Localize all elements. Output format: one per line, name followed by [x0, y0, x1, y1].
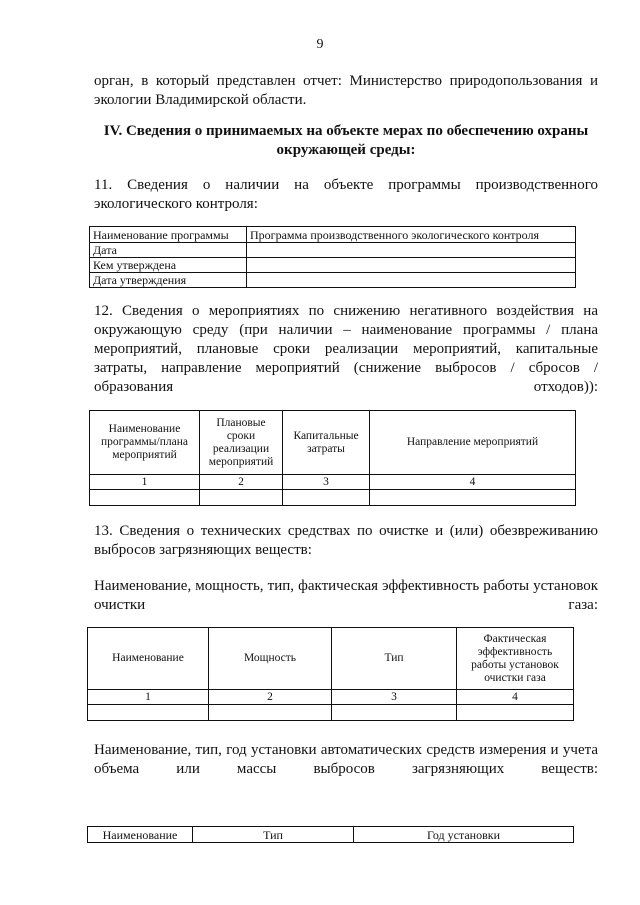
meter-header-name: Наименование [88, 827, 193, 843]
measures-empty-cell [90, 490, 200, 506]
approval-date-label: Дата утверждения [90, 273, 247, 288]
gas-col-number: 2 [209, 690, 332, 705]
measures-empty-cell [370, 490, 576, 506]
measures-header-direction: Направление мероприятий [370, 411, 576, 475]
metering-paragraph: Наименование, тип, год установки автоматических средств измерения и учета объема или массы выбросов загрязняющих веществ: [94, 742, 598, 777]
measures-col-number: 2 [200, 475, 283, 490]
gas-cleaning-table [87, 627, 574, 721]
gas-col-number: 3 [332, 690, 457, 705]
page-number: 9 [316, 37, 324, 52]
measures-header-name: Наименование программы/плана мероприятий [90, 411, 200, 475]
gas-header-type: Тип [332, 628, 457, 690]
meter-header-year: Год установки [354, 827, 574, 843]
program-name-value: Программа производственного экологического контроля [247, 227, 576, 243]
date-label: Дата [90, 243, 247, 258]
program-name-header: Наименование программы [90, 227, 247, 243]
measures-col-number: 4 [370, 475, 576, 490]
gas-header-efficiency: Фактическая эффективность работы установок очистки газа [457, 628, 574, 690]
date-value [247, 243, 576, 258]
gas-empty-cell [332, 705, 457, 721]
gas-col-number: 4 [457, 690, 574, 705]
approved-by-value [247, 258, 576, 273]
measures-empty-cell [200, 490, 283, 506]
gas-col-number: 1 [88, 690, 209, 705]
section-heading: IV. Сведения о принимаемых на объекте мерах по обеспечению охраны окружающей среды: [103, 123, 589, 158]
meter-header-type: Тип [193, 827, 354, 843]
measures-empty-cell [283, 490, 370, 506]
gas-header-name: Наименование [88, 628, 209, 690]
measures-header-costs: Капитальные затраты [283, 411, 370, 475]
gas-empty-cell [209, 705, 332, 721]
approval-date-value [247, 273, 576, 288]
measures-table [89, 410, 576, 506]
gas-header-capacity: Мощность [209, 628, 332, 690]
item-12-paragraph: 12. Сведения о мероприятиях по снижению негативного воздействия на окружающую среду (при наличии – наименование программы / плана мероприятий, плановые сроки реализации мероприятий, капитальные затраты, направление мероприятий (снижение выбросов / сбросов / образования отходов)): [94, 303, 598, 395]
measures-header-deadlines: Плановые сроки реализации мероприятий [200, 411, 283, 475]
intro-paragraph: орган, в который представлен отчет: Министерство природопользования и экологии Владимирской области. [94, 73, 598, 108]
measures-col-number: 3 [283, 475, 370, 490]
gas-empty-cell [457, 705, 574, 721]
gas-empty-cell [88, 705, 209, 721]
gas-cleaning-paragraph: Наименование, мощность, тип, фактическая эффективность работы установок очистки газа: [94, 578, 598, 613]
ecological-control-table [89, 226, 576, 288]
item-11-paragraph: 11. Сведения о наличии на объекте программы производственного экологического контроля: [94, 177, 598, 212]
metering-table [87, 826, 574, 843]
measures-col-number: 1 [90, 475, 200, 490]
approved-by-label: Кем утверждена [90, 258, 247, 273]
item-13-paragraph: 13. Сведения о технических средствах по очистке и (или) обезвреживанию выбросов загрязняющих веществ: [94, 523, 598, 558]
